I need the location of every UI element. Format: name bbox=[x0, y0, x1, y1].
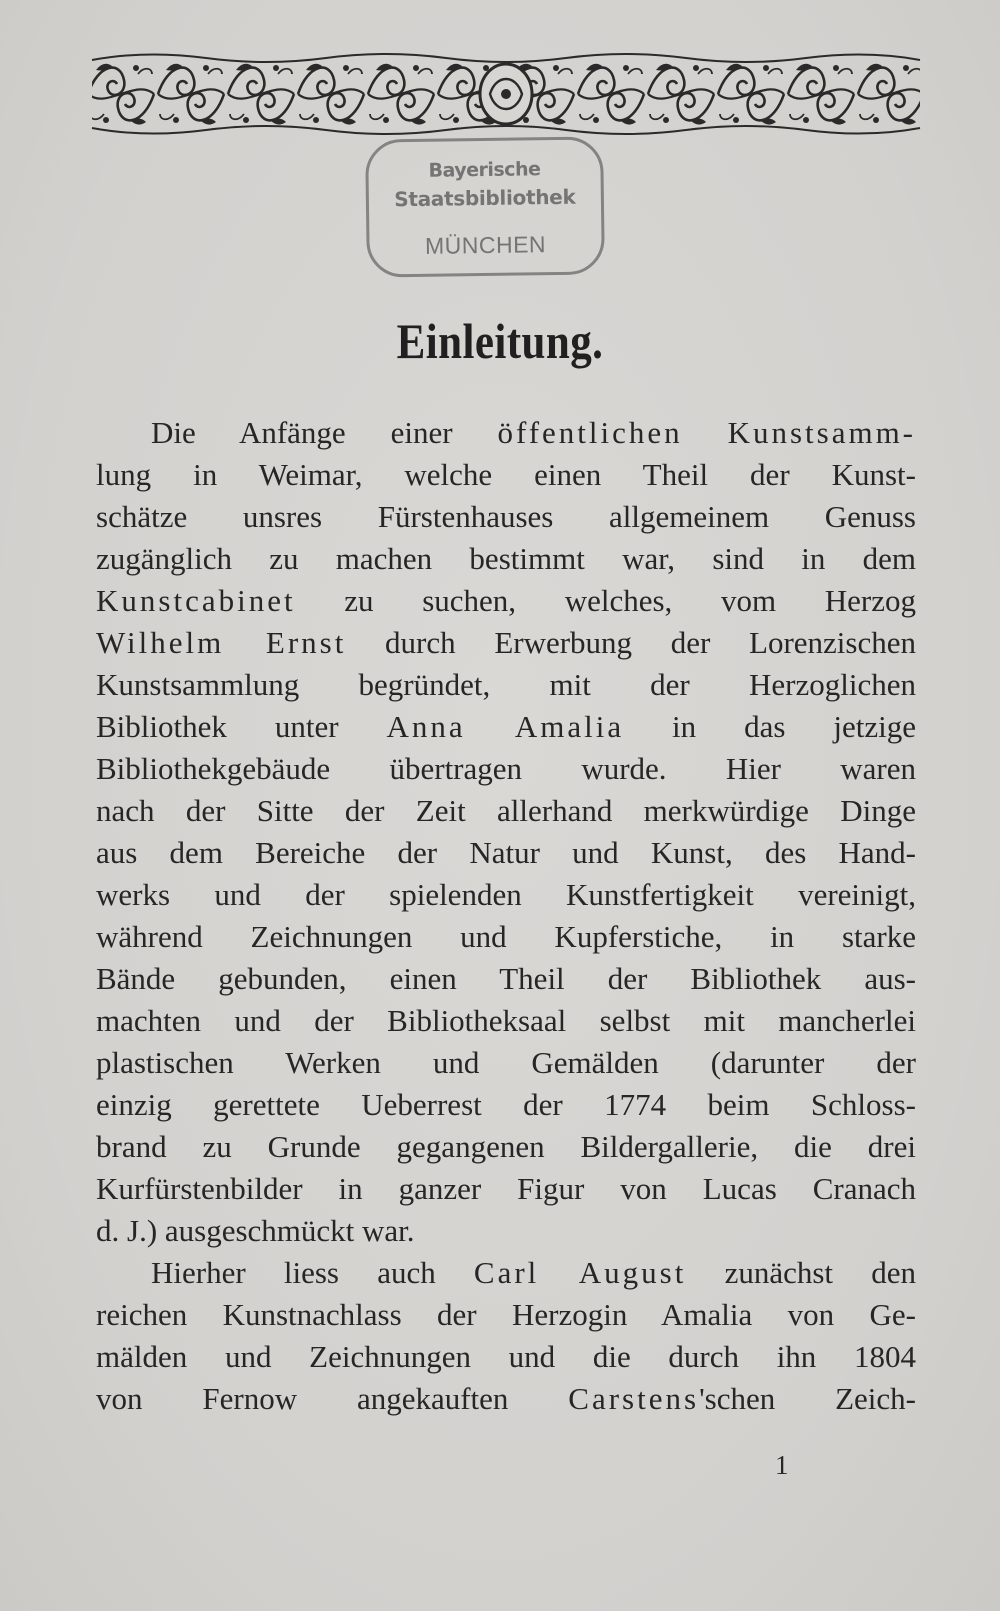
text-line bbox=[96, 1252, 916, 1294]
text-line bbox=[96, 1378, 916, 1420]
text-segment: zunächst den bbox=[686, 1255, 916, 1290]
text-line bbox=[96, 1294, 916, 1336]
text-segment: lung in Weimar, welche einen Theil der Kunst- bbox=[96, 457, 916, 492]
text-line bbox=[96, 538, 916, 580]
text-line bbox=[96, 454, 916, 496]
text-segment bbox=[683, 415, 728, 450]
text-line bbox=[96, 1000, 916, 1042]
text-segment: Kurfürstenbilder in ganzer Figur von Lucas Cranach bbox=[96, 1171, 916, 1206]
page-number: 1 bbox=[775, 1450, 789, 1480]
text-line bbox=[96, 1042, 916, 1084]
text-line bbox=[96, 1210, 916, 1252]
stamp-line-3: MÜNCHEN bbox=[424, 231, 547, 259]
spaced-emphasis: Kunstsamm- bbox=[727, 415, 916, 450]
text-line bbox=[96, 580, 916, 622]
text-segment: plastischen Werken und Gemälden (darunter der bbox=[96, 1045, 916, 1080]
text-segment: durch Erwerbung der Lorenzischen bbox=[346, 625, 916, 660]
text-segment: brand zu Grunde gegangenen Bildergallerie, die drei bbox=[96, 1129, 916, 1164]
text-segment: d. J.) ausgeschmückt war. bbox=[96, 1213, 415, 1248]
text-segment: 'schen Zeich- bbox=[699, 1381, 916, 1416]
text-line bbox=[96, 1168, 916, 1210]
stamp-line-2: Staatsbibliothek bbox=[394, 184, 576, 212]
text-segment: schätze unsres Fürstenhauses allgemeinem Genuss bbox=[96, 499, 916, 534]
text-segment: Hierher liess auch bbox=[151, 1255, 474, 1290]
text-line bbox=[96, 1084, 916, 1126]
text-line bbox=[96, 664, 916, 706]
spaced-emphasis: Carl August bbox=[473, 1255, 687, 1290]
text-line bbox=[96, 748, 916, 790]
chapter-title: Einleitung. bbox=[396, 313, 604, 369]
text-segment: werks und der spielenden Kunstfertigkeit vereinigt, bbox=[96, 877, 916, 912]
text-line bbox=[96, 790, 916, 832]
text-line bbox=[96, 496, 916, 538]
text-line bbox=[96, 1336, 916, 1378]
text-segment: Die Anfänge einer bbox=[151, 415, 498, 450]
text-line bbox=[96, 622, 916, 664]
text-segment: Bibliothekgebäude übertragen wurde. Hier waren bbox=[96, 751, 916, 786]
stamp-line-1: Bayerische bbox=[428, 158, 541, 182]
text-segment: zu suchen, welches, vom Herzog bbox=[295, 583, 916, 618]
text-segment: Bibliothek unter bbox=[96, 709, 387, 744]
spaced-emphasis: Anna Amalia bbox=[386, 709, 625, 744]
text-segment: Bände gebunden, einen Theil der Bibliothek aus- bbox=[96, 961, 916, 996]
text-segment: während Zeichnungen und Kupferstiche, in starke bbox=[96, 919, 916, 954]
text-segment: machten und der Bibliotheksaal selbst mit mancherlei bbox=[96, 1003, 916, 1038]
text-segment: mälden und Zeichnungen und die durch ihn 1804 bbox=[96, 1339, 916, 1374]
text-segment: Kunstsammlung begründet, mit der Herzoglichen bbox=[96, 667, 916, 702]
text-line bbox=[96, 706, 916, 748]
text-segment: aus dem Bereiche der Natur und Kunst, des Hand- bbox=[96, 835, 916, 870]
library-stamp bbox=[365, 136, 605, 277]
spaced-emphasis: Wilhelm Ernst bbox=[96, 625, 347, 660]
spaced-emphasis: öffentlichen bbox=[497, 415, 683, 450]
text-segment: in das jetzige bbox=[624, 709, 916, 744]
text-line bbox=[96, 874, 916, 916]
text-line bbox=[96, 832, 916, 874]
spaced-emphasis: Carstens bbox=[568, 1381, 700, 1416]
text-segment: zugänglich zu machen bestimmt war, sind in dem bbox=[96, 541, 916, 576]
text-line bbox=[96, 412, 916, 454]
text-segment: einzig gerettete Ueberrest der 1774 beim Schloss- bbox=[96, 1087, 916, 1122]
text-segment: nach der Sitte der Zeit allerhand merkwürdige Dinge bbox=[96, 793, 916, 828]
text-line bbox=[96, 1126, 916, 1168]
text-segment: reichen Kunstnachlass der Herzogin Amalia von Ge- bbox=[96, 1297, 916, 1332]
spaced-emphasis: Kunstcabinet bbox=[96, 583, 296, 618]
text-line bbox=[96, 958, 916, 1000]
ornamental-headpiece bbox=[86, 50, 926, 138]
text-segment: von Fernow angekauften bbox=[96, 1381, 569, 1416]
text-line bbox=[96, 916, 916, 958]
